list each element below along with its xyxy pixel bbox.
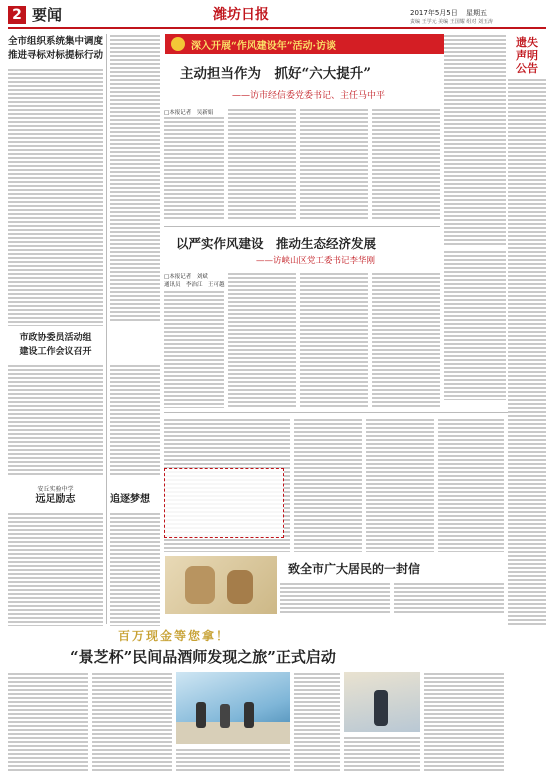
notice-title: 遗失 — [516, 36, 538, 49]
headline-school — [8, 494, 103, 506]
article-body — [110, 512, 160, 632]
interview2-byline: □本报记者 刘斌 — [164, 274, 208, 280]
campaign-banner-text: 深入开展“作风建设年”活动·访谈 — [191, 41, 336, 52]
notice-list — [508, 78, 546, 634]
article-body — [164, 290, 224, 408]
headline-cppcc-2: 建设工作会议召开 — [19, 347, 92, 357]
illustration-figure — [185, 566, 215, 604]
party-emblem-icon — [171, 37, 185, 51]
article-body — [280, 582, 390, 614]
article-body — [394, 582, 504, 614]
masthead — [8, 6, 546, 28]
quote-box — [164, 468, 284, 538]
article-body — [228, 272, 296, 408]
article-body — [294, 672, 340, 772]
notice-title-3: 公告 — [516, 62, 538, 75]
masthead-rule — [8, 27, 546, 29]
event-photo — [344, 672, 420, 732]
section-title: 要闻 — [32, 6, 63, 24]
headline-cppcc: 市政协委员活动组 — [19, 333, 92, 343]
interview1-byline: □本报记者 吴新娟 — [164, 110, 214, 116]
page-number-box — [8, 6, 26, 24]
article-body — [424, 672, 504, 772]
event-photo — [176, 672, 290, 744]
interview2-headline: 以严实作风建设 推动生态经济发展 — [176, 236, 377, 251]
illustration-figure — [227, 570, 253, 604]
left-column — [8, 34, 103, 690]
interview1-headline: 主动担当作为 抓好“六大提升” — [180, 66, 372, 82]
photo-person — [244, 702, 254, 728]
article-body — [366, 418, 434, 552]
ad-slogan: 百万现金等您拿！ — [118, 629, 231, 643]
story-kicker: 安丘实验中学 — [37, 486, 74, 493]
article-body — [372, 108, 440, 220]
article-body — [228, 108, 296, 220]
photo-stage — [176, 722, 290, 744]
photo-person — [374, 690, 388, 726]
page-number: 2 — [12, 7, 22, 23]
article-body — [294, 418, 362, 552]
interview1-subhead: ——访市经信委党委书记、主任马中平 — [232, 91, 386, 101]
article-body — [8, 672, 88, 772]
article-body — [438, 418, 504, 552]
editors-credit: 责编 王学元 美编 王国耀 组对 刘玉涛 — [410, 19, 493, 25]
bottom-headline: “景芝杯”民间品酒师发现之旅”正式启动 — [70, 648, 336, 666]
notice-column — [508, 34, 546, 634]
article-body — [372, 272, 440, 408]
illustration-image — [165, 556, 277, 614]
headline-school-a: 远足励志 — [35, 494, 76, 505]
article-body — [8, 364, 103, 476]
article-body — [92, 672, 172, 772]
article-body — [300, 272, 368, 408]
issue-date: 2017年5月5日 — [410, 9, 458, 17]
article-body — [8, 512, 103, 632]
article-body — [110, 364, 160, 476]
issue-weekday: 星期五 — [466, 9, 487, 17]
notice-title-2: 声明 — [516, 49, 538, 62]
interview2-subhead: ——访峡山区党工委书记李华刚 — [256, 256, 376, 266]
headline-organization: 全市组织系统集中调度 — [8, 36, 104, 47]
article-body — [8, 68, 103, 326]
letter-headline: 致全市广大居民的一封信 — [288, 562, 421, 576]
ad-banner — [8, 626, 546, 646]
section-rule — [164, 226, 440, 227]
article-body — [164, 116, 224, 220]
article-body — [344, 736, 420, 772]
headline-school-b: 追逐梦想 — [110, 494, 150, 505]
paper-name: 潍坊日报 — [213, 7, 269, 23]
article-body — [176, 748, 290, 772]
campaign-banner — [165, 34, 465, 54]
photo-person — [196, 702, 206, 728]
column-rule — [106, 34, 107, 624]
section-rule — [164, 412, 508, 413]
article-body — [444, 250, 506, 400]
article-body — [444, 34, 506, 246]
interview2-byline-2: 通讯员 李治江 王可越 — [164, 282, 225, 288]
article-body — [110, 34, 160, 322]
article-body — [300, 108, 368, 220]
photo-person — [220, 704, 230, 728]
headline-organization-2: 推进寻标对标提标行动 — [8, 50, 104, 61]
left-column-2 — [110, 34, 160, 624]
